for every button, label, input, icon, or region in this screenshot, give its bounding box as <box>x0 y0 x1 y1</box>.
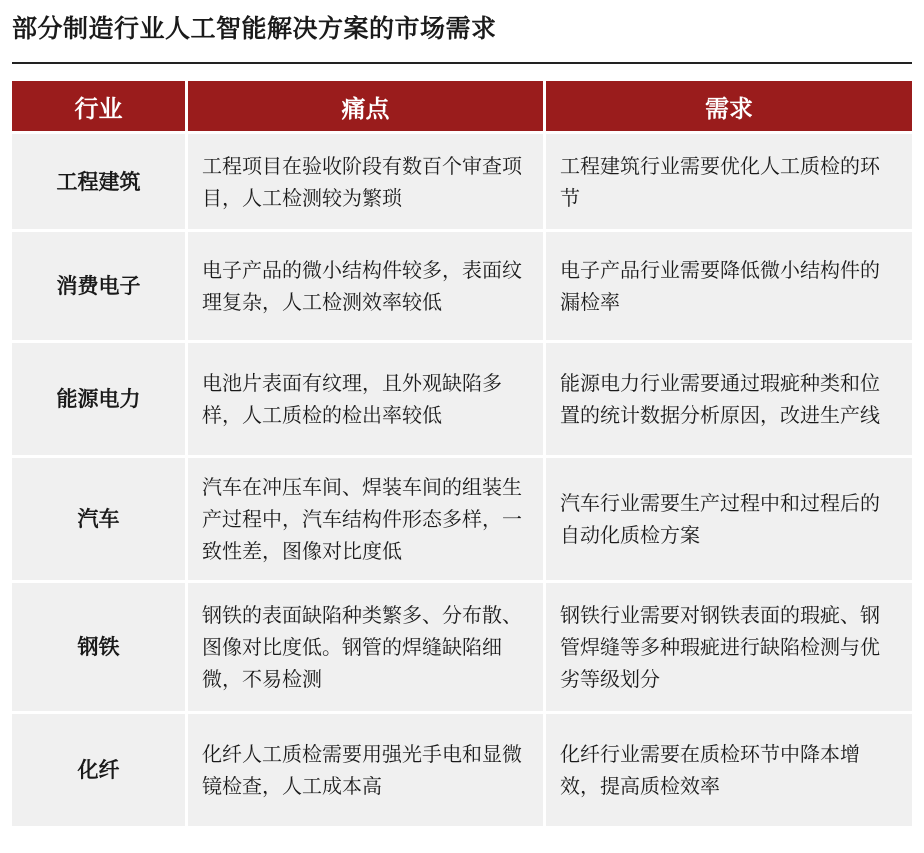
demand-cell: 能源电力行业需要通过瑕疵种类和位置的统计数据分析原因，改进生产线 <box>546 343 912 455</box>
header-industry: 行业 <box>12 81 185 131</box>
demand-cell: 钢铁行业需要对钢铁表面的瑕疵、钢管焊缝等多种瑕疵进行缺陷检测与优劣等级划分 <box>546 583 912 711</box>
table-row <box>12 134 912 229</box>
table-row <box>12 458 912 580</box>
demand-cell: 化纤行业需要在质检环节中降本增效，提高质检效率 <box>546 714 912 826</box>
industry-cell: 化纤 <box>12 714 185 826</box>
industry-cell: 消费电子 <box>12 232 185 340</box>
pain-point-cell: 电子产品的微小结构件较多，表面纹理复杂，人工检测效率较低 <box>188 232 543 340</box>
title-divider <box>12 62 912 64</box>
page-title: 部分制造行业人工智能解决方案的市场需求 <box>12 14 497 43</box>
pain-point-cell: 电池片表面有纹理，且外观缺陷多样，人工质检的检出率较低 <box>188 343 543 455</box>
pain-point-cell: 钢铁的表面缺陷种类繁多、分布散、图像对比度低。钢管的焊缝缺陷细微，不易检测 <box>188 583 543 711</box>
header-pain-point: 痛点 <box>188 81 543 131</box>
demand-cell: 汽车行业需要生产过程中和过程后的自动化质检方案 <box>546 458 912 580</box>
industry-cell: 能源电力 <box>12 343 185 455</box>
table-header-row <box>12 81 912 131</box>
industry-cell: 钢铁 <box>12 583 185 711</box>
demand-cell: 工程建筑行业需要优化人工质检的环节 <box>546 134 912 229</box>
table-row <box>12 583 912 711</box>
table-row <box>12 714 912 826</box>
industry-cell: 工程建筑 <box>12 134 185 229</box>
industry-cell: 汽车 <box>12 458 185 580</box>
header-demand: 需求 <box>546 81 912 131</box>
pain-point-cell: 汽车在冲压车间、焊装车间的组装生产过程中，汽车结构件形态多样，一致性差，图像对比度低 <box>188 458 543 580</box>
table-row <box>12 232 912 340</box>
table-row <box>12 343 912 455</box>
pain-point-cell: 化纤人工质检需要用强光手电和显微镜检查，人工成本高 <box>188 714 543 826</box>
market-demand-table <box>9 78 915 829</box>
pain-point-cell: 工程项目在验收阶段有数百个审查项目，人工检测较为繁琐 <box>188 134 543 229</box>
demand-cell: 电子产品行业需要降低微小结构件的漏检率 <box>546 232 912 340</box>
